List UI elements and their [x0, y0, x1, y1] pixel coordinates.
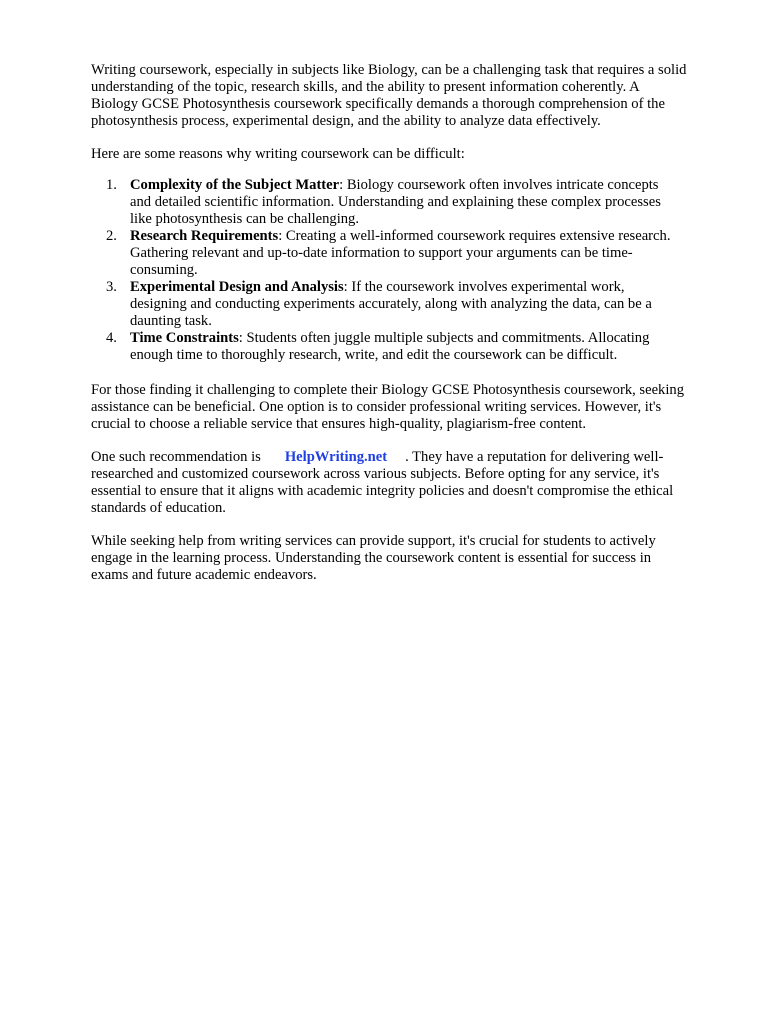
reason-item — [91, 279, 670, 330]
recommendation-text: . They have a reputation for delivering well- — [405, 449, 664, 465]
reason-text: : Creating a well-informed coursework requires extensive research. — [278, 228, 671, 244]
intro-line: Writing coursework, especially in subjects like Biology, can be a challenging task that requires a solid — [91, 62, 687, 78]
reason-number: 3. — [106, 279, 117, 295]
reason-number: 4. — [106, 330, 117, 346]
reason-line: daunting task. — [130, 313, 212, 329]
reason-line: designing and conducting experiments accurately, along with analyzing the data, can be a — [130, 296, 652, 312]
assistance-paragraph — [91, 382, 684, 433]
recommendation-line: essential to ensure that it aligns with academic integrity policies and doesn't compromise the ethical — [91, 483, 674, 499]
reason-term: Complexity of the Subject Matter — [130, 177, 340, 193]
reason-number: 1. — [106, 177, 117, 193]
assistance-line: crucial to choose a reliable service that ensures high-quality, plagiarism-free content. — [91, 416, 587, 432]
reasons-lead — [91, 146, 465, 163]
closing-line: While seeking help from writing services can provide support, it's crucial for students to actively — [91, 533, 656, 549]
reason-item — [91, 228, 670, 279]
reasons-lead-text: Here are some reasons why writing coursework can be difficult: — [91, 146, 465, 162]
reason-text: : If the coursework involves experimental work, — [343, 279, 625, 295]
closing-paragraph — [91, 533, 656, 584]
assistance-line: assistance can be beneficial. One option is to consider professional writing services. However, it's — [91, 399, 662, 415]
recommendation-line: researched and customized coursework across various subjects. Before opting for any service, it's — [91, 466, 660, 482]
reason-item — [91, 330, 670, 364]
reason-line: consuming. — [130, 262, 198, 278]
assistance-line: For those finding it challenging to complete their Biology GCSE Photosynthesis coursework, seeking — [91, 382, 685, 398]
reason-item — [91, 177, 670, 228]
recommendation-line: standards of education. — [91, 500, 226, 516]
intro-line: understanding of the topic, research skills, and the ability to present information coherently. A — [91, 79, 640, 95]
reasons-list — [91, 177, 670, 364]
helpwriting-link[interactable]: HelpWriting.net — [284, 449, 388, 465]
closing-line: engage in the learning process. Understanding the coursework content is essential for success in — [91, 550, 652, 566]
intro-paragraph — [91, 62, 686, 130]
reason-term: Time Constraints — [130, 330, 239, 346]
reason-term: Research Requirements — [130, 228, 279, 244]
closing-line: exams and future academic endeavors. — [91, 567, 317, 583]
intro-line: photosynthesis process, experimental design, and the ability to analyze data effectively. — [91, 113, 601, 129]
reason-number: 2. — [106, 228, 117, 244]
reason-term: Experimental Design and Analysis — [130, 279, 344, 295]
reason-text: : Students often juggle multiple subjects and commitments. Allocating — [238, 330, 650, 346]
reason-line: like photosynthesis can be challenging. — [130, 211, 359, 227]
recommendation-text: One such recommendation is — [91, 449, 261, 465]
reason-line: enough time to thoroughly research, write, and edit the coursework can be difficult. — [130, 347, 618, 363]
intro-line: Biology GCSE Photosynthesis coursework specifically demands a thorough comprehension of the — [91, 96, 665, 112]
reason-line: Gathering relevant and up-to-date information to support your arguments can be time- — [130, 245, 633, 261]
reason-text: : Biology coursework often involves intricate concepts — [339, 177, 659, 193]
reason-line: and detailed scientific information. Understanding and explaining these complex processes — [130, 194, 661, 210]
recommendation-paragraph — [91, 449, 673, 517]
